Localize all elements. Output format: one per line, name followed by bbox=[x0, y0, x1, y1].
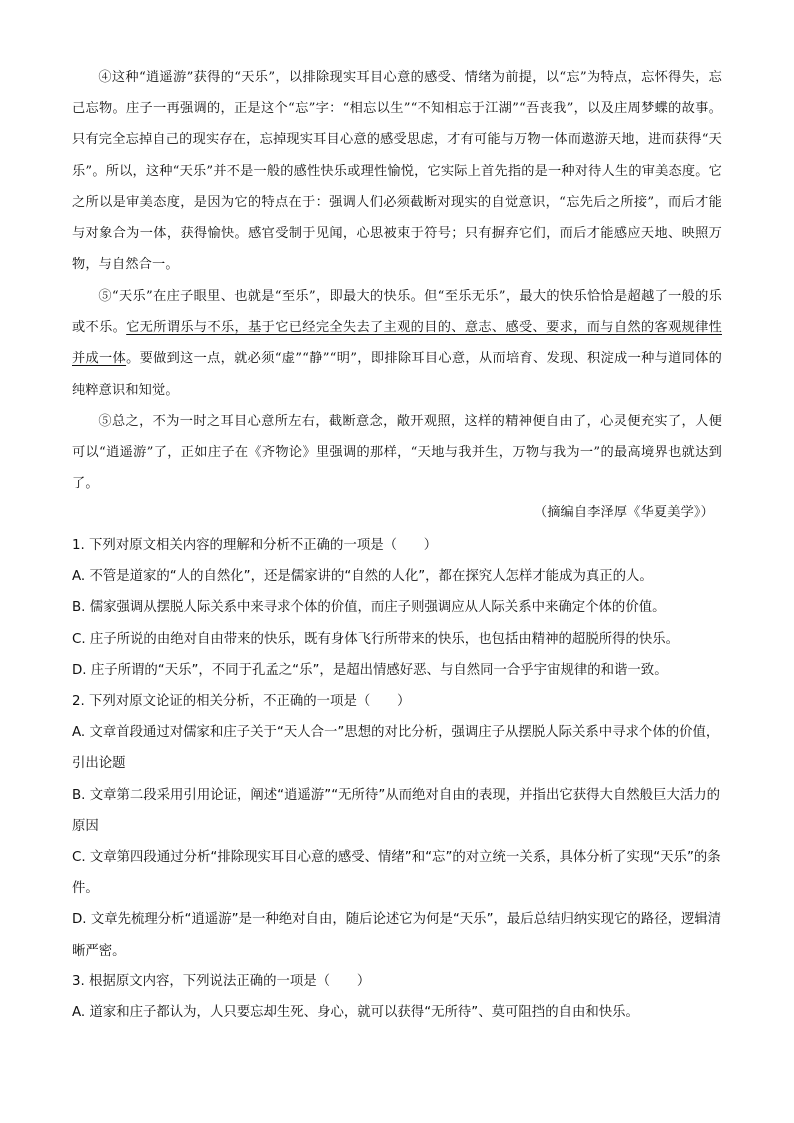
question-3-stem: 3. 根据原文内容，下列说法正确的一项是（ ） bbox=[72, 974, 371, 989]
source-citation: （摘编自李泽厚《华夏美学》） bbox=[533, 505, 714, 520]
question-1-option-a: A. 不管是道家的“人的自然化”，还是儒家讲的“自然的人化”，都在探究人怎样才能成为真正的人。 bbox=[72, 569, 653, 585]
question-1 bbox=[72, 530, 722, 686]
question-2-option-c: C. 文章第四段通过分析“排除现实耳目心意的感受、情绪”和“忘”的对立统一关系，具体分析了实现“天乐”的条件。 bbox=[72, 850, 721, 897]
question-1-stem: 1. 下列对原文相关内容的理解和分析不正确的一项是（ ） bbox=[72, 538, 438, 553]
question-1-option-b: B. 儒家强调从摆脱人际关系中来寻求个体的价值，而庄子则强调应从人际关系中来确定个体的价值。 bbox=[72, 600, 666, 616]
paragraph-5 bbox=[72, 281, 722, 406]
question-2-option-b: B. 文章第二段采用引用论证，阐述“逍遥游”“无所待”从而绝对自由的表现，并指出它获得大自然般巨大活力的原因 bbox=[72, 787, 721, 834]
question-3-option-a: A. 道家和庄子都认为，人只要忘却生死、身心，就可以获得“无所待”、莫可阻挡的自由和快乐。 bbox=[72, 1005, 639, 1021]
question-3 bbox=[72, 966, 722, 1028]
paragraph-4: ④这种“逍遥游”获得的“天乐”，以排除现实耳目心意的感受、情绪为前提，以“忘”为特点，忘怀得失，忘己忘物。庄子一再强调的，正是这个“忘”字：“相忘以生”“不知相忘于江湖”“吾丧我”，以及庄周梦蝶的故事。只有完全忘掉自己的现实存在，忘掉现实耳目心意的感受思虑，才有可能与万物一体而遨游天地，进而获得“天乐”。所以，这种“天乐”并不是一般的感性快乐或理性愉悦，它实际上首先指的是一种对待人生的审美态度。它之所以是审美态度，是因为它的特点在于：强调人们必须截断对现实的自觉意识，“忘先后之所接”，而后才能与对象合为一体，获得愉快。感官受制于见闻，心思被束于符号；只有摒弃它们，而后才能感应天地、映照万物，与自然合一。 bbox=[72, 70, 722, 273]
question-2-option-d: D. 文章先梳理分析“逍遥游”是一种绝对自由，随后论述它为何是“天乐”，最后总结归纳实现它的路径，逻辑清晰严密。 bbox=[72, 912, 722, 959]
question-2-stem: 2. 下列对原文论证的相关分析，不正确的一项是（ ） bbox=[72, 694, 411, 709]
paragraph-6: ⑤总之，不为一时之耳目心意所左右，截断意念，敞开观照，这样的精神便自由了，心灵便充实了，人便可以“逍遥游”了，正如庄子在《齐物论》里强调的那样，“天地与我并生，万物与我为一”的最高境界也就达到了。 bbox=[72, 414, 722, 492]
question-1-option-c: C. 庄子所说的由绝对自由带来的快乐，既有身体飞行所带来的快乐，也包括由精神的超脱所得的快乐。 bbox=[72, 631, 680, 647]
question-1-option-d: D. 庄子所谓的“天乐”，不同于孔孟之“乐”，是超出情感好恶、与自然同一合乎宇宙规律的和谐一致。 bbox=[72, 662, 668, 678]
paragraph-5-underlined: 它无所谓乐与不乐，基于它已经完全失去了主观的目的、意志、感受、要求，而与自然的客观规律性并成一体 bbox=[72, 320, 722, 367]
question-2 bbox=[72, 686, 722, 967]
paragraph-5-part-b: 。要做到这一点，就必须“虚”“静”“明”，即排除耳目心意，从而培育、发现、积淀成一种与道同体的纯粹意识和知觉。 bbox=[72, 351, 722, 398]
question-2-option-a: A. 文章首段通过对儒家和庄子关于“天人合一”思想的对比分析，强调庄子从摆脱人际关系中寻求个体的价值，引出论题 bbox=[72, 725, 720, 772]
paragraph-5-part-a: ⑤“天乐”在庄子眼里、也就是“至乐”，即最大的快乐。但“至乐无乐”，最大的快乐恰恰是超越了一般的乐或不乐。 bbox=[72, 289, 722, 336]
